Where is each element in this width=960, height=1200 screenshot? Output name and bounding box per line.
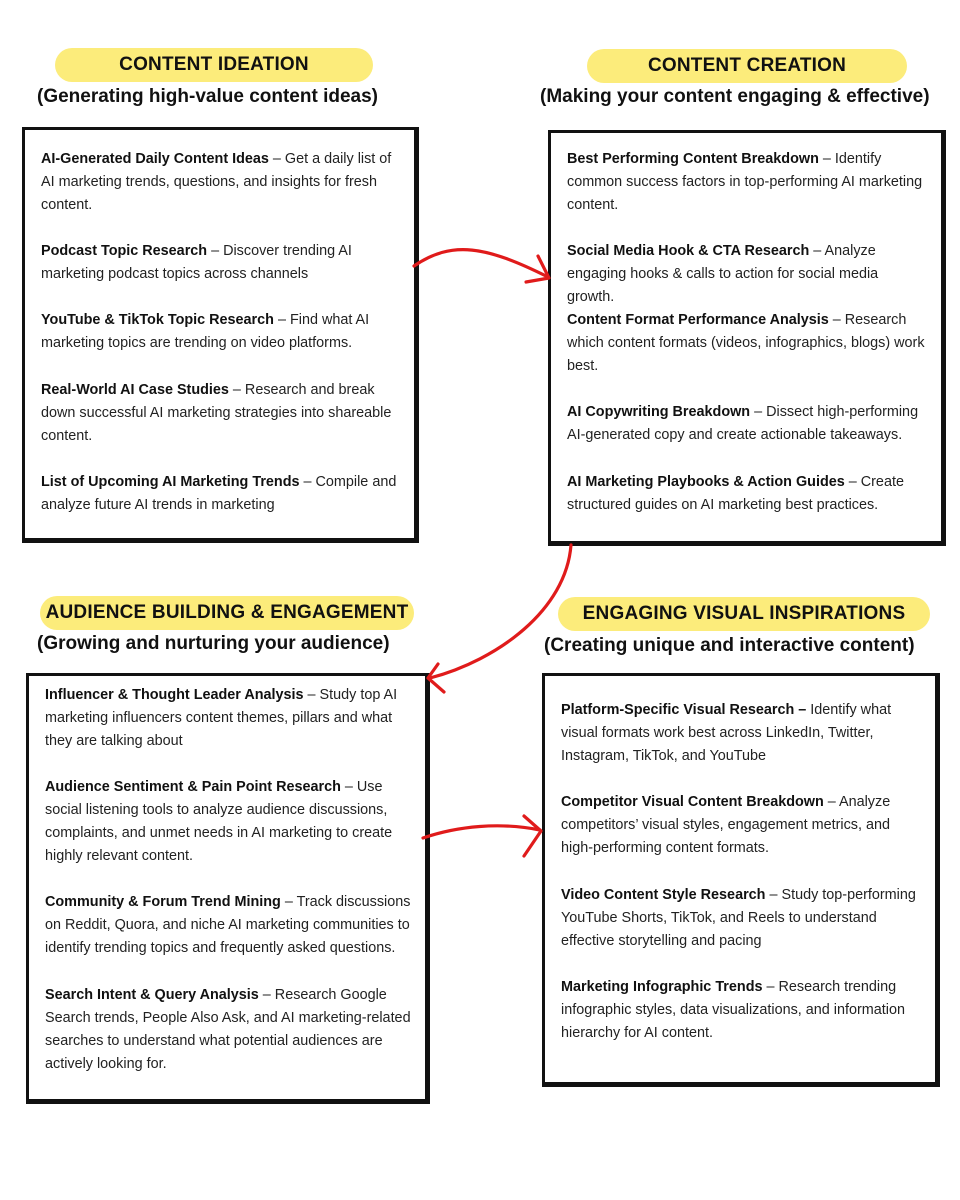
list-item: Search Intent & Query Analysis – Research Google Search trends, People Also Ask, and AI marketing-related searches to understand what potential audiences are actively looking for. [45,987,411,1072]
arrow-ideation-to-creation [414,250,549,282]
list-item: YouTube & TikTok Topic Research – Find what AI marketing topics are trending on video platforms. [41,312,370,351]
list-item: Video Content Style Research – Study top-performing YouTube Shorts, TikTok, and Reels to understand effective storytelling and pacing [561,887,916,949]
section-title: CONTENT IDEATION [119,54,309,75]
section-subtitle: (Generating high-value content ideas) [37,86,378,107]
section-subtitle: (Creating unique and interactive content) [544,635,915,656]
list-item: AI Marketing Playbooks & Action Guides – Create structured guides on AI marketing best practices. [567,474,904,513]
list-item: Real-World AI Case Studies – Research and break down successful AI marketing strategies into shareable content. [41,382,392,444]
section-title: CONTENT CREATION [647,55,847,76]
section-subtitle: (Growing and nurturing your audience) [37,633,390,654]
list-item: Social Media Hook & CTA Research – Analyze engaging hooks & calls to action for social media growth. [567,243,879,305]
list-item: Audience Sentiment & Pain Point Research – Use social listening tools to analyze audience discussions, complaints, and unmet needs in AI marketing to create highly relevant content. [45,779,393,864]
list-item: Influencer & Thought Leader Analysis – Study top AI marketing influencers content themes, pillars and what they are talking about [45,687,398,749]
list-item: AI Copywriting Breakdown – Dissect high-performing AI-generated copy and create actionable takeaways. [567,404,919,443]
section-subtitle: (Making your content engaging & effective) [540,86,930,107]
list-item: Competitor Visual Content Breakdown – Analyze competitors’ visual styles, engagement metrics, and high-performing content formats. [561,794,891,856]
section-title: ENGAGING VISUAL INSPIRATIONS [582,603,906,624]
list-item: List of Upcoming AI Marketing Trends – Compile and analyze future AI trends in marketing [41,474,397,513]
list-item: Marketing Infographic Trends – Research trending infographic styles, data visualizations, and information hierarchy for AI content. [561,979,905,1041]
list-item: Podcast Topic Research – Discover trending AI marketing podcast topics across channels [41,243,352,282]
list-item: Best Performing Content Breakdown – Identify common success factors in top-performing AI marketing content. [567,151,923,213]
arrow-audience-to-visual [423,816,541,856]
list-item: Platform-Specific Visual Research – Identify what visual formats work best across LinkedIn, Twitter, Instagram, TikTok, and YouTube [561,702,892,764]
list-item: Community & Forum Trend Mining – Track discussions on Reddit, Quora, and niche AI marketing communities to identify trending topics and frequently asked questions. [45,894,411,956]
list-item: Content Format Performance Analysis – Research which content formats (videos, infographics, blogs) work best. [567,312,925,374]
list-item: AI-Generated Daily Content Ideas – Get a daily list of AI marketing trends, questions, and insights for fresh content. [41,151,392,213]
section-title: AUDIENCE BUILDING & ENGAGEMENT [45,602,409,623]
arrow-creation-to-audience [428,545,571,692]
